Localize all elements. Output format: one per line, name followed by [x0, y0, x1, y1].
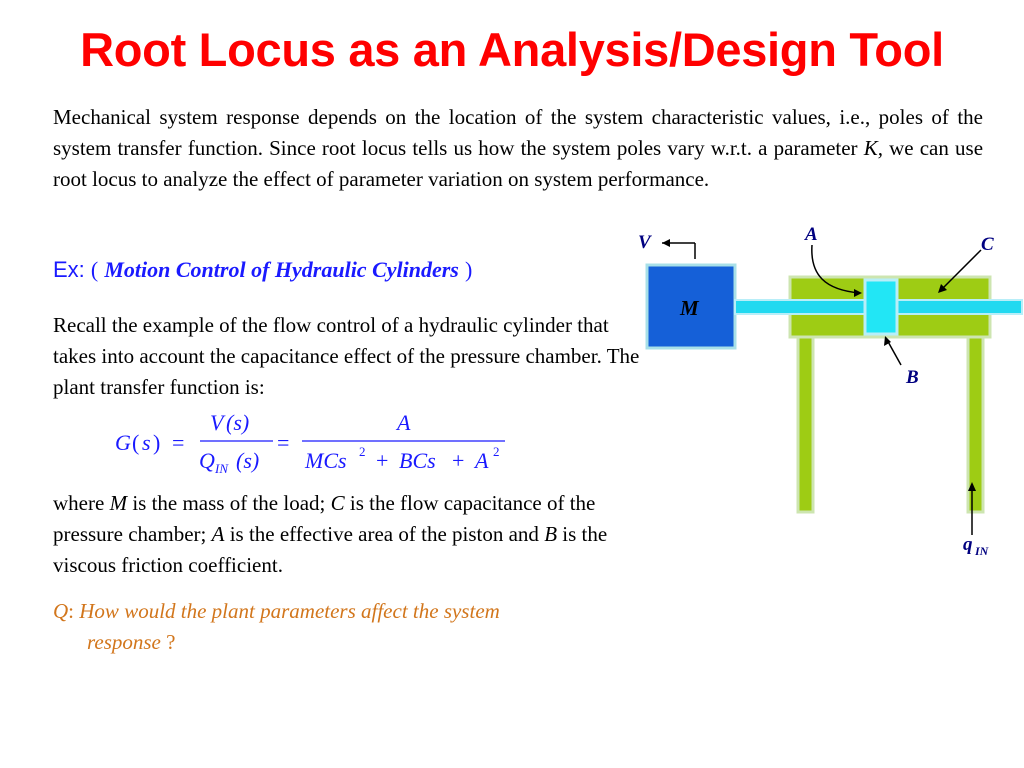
recall-paragraph: Recall the example of the flow control of a hydraulic cylinder that takes into account the capacitance effect of the pressure chamber. The plant transfer function is:	[53, 313, 640, 399]
eq-paren-close: )	[153, 430, 161, 455]
right-pipe	[968, 337, 983, 512]
where-var-a: A	[211, 522, 225, 546]
where-paragraph	[53, 488, 658, 581]
eq-num1-v: V	[210, 410, 224, 435]
transfer-function-equation	[115, 410, 515, 485]
where-var-b: B	[544, 522, 558, 546]
where-text-3: is the flow capacitance of the pressure chamber;	[53, 491, 596, 546]
eq-den2-plus-2: +	[452, 448, 465, 473]
question-colon: :	[68, 599, 75, 623]
where-text-1: where	[53, 491, 110, 515]
eq-den2-a: A	[475, 448, 489, 473]
label-v: V	[638, 232, 651, 253]
question-label: Q	[53, 599, 69, 623]
where-var-m: M	[109, 491, 128, 515]
eq-den1-arg: (s)	[236, 448, 260, 473]
eq-den2-plus-1: +	[376, 448, 389, 473]
eq-den2-sq-2: 2	[493, 444, 500, 459]
hydraulic-cylinder-diagram	[620, 220, 1024, 560]
velocity-arrow-head	[662, 239, 670, 247]
slide-title: Root Locus as an Analysis/Design Tool	[80, 23, 944, 76]
label-q: q	[963, 534, 973, 555]
where-text-2: is the mass of the load;	[127, 491, 331, 515]
example-prefix: Ex:	[53, 257, 91, 282]
label-b: B	[906, 367, 919, 388]
intro-text-2: we can use root locus to analyze the effect of parameter variation on system performance.	[53, 136, 984, 191]
where-text-4: is the effective area of the piston and	[224, 522, 545, 546]
question-line-1: How would the plant parameters affect the system	[74, 599, 500, 623]
left-pipe	[798, 337, 813, 512]
eq-g: G	[115, 430, 131, 455]
label-q-sub: IN	[975, 544, 989, 558]
eq-den2-mcs: MCs	[305, 448, 347, 473]
question-mark: ?	[160, 630, 176, 654]
eq-den2-bcs: BCs	[399, 448, 436, 473]
where-var-c: C	[330, 491, 345, 515]
intro-text-1: Mechanical system response depends on the location of the system characteristic values, i.e., poles of the system transfer function. Since root locus tells us how the system poles vary w.r.t. a parameter	[53, 105, 983, 160]
intro-param-k: K,	[863, 136, 883, 160]
label-m: M	[680, 296, 699, 320]
eq-equals-1: =	[172, 430, 185, 455]
intro-paragraph	[53, 102, 983, 195]
eq-s: s	[142, 430, 151, 455]
question-line-2	[53, 627, 653, 658]
eq-num2-a: A	[397, 410, 411, 435]
label-c: C	[981, 234, 994, 255]
where-text-5: is the viscous friction coefficient.	[53, 522, 608, 577]
eq-den1-q: Q	[199, 448, 215, 473]
label-a: A	[805, 224, 818, 245]
example-paren-close: )	[464, 257, 473, 282]
example-heading	[53, 257, 472, 283]
eq-num1-arg: (s)	[226, 410, 250, 435]
piston	[865, 280, 897, 334]
example-name: Motion Control of Hydraulic Cylinders	[104, 257, 459, 282]
eq-den1-sub: IN	[215, 461, 228, 476]
example-paren-open: (	[90, 257, 99, 282]
question-block	[53, 596, 653, 658]
eq-paren-open: (	[132, 430, 140, 455]
eq-den2-sq-1: 2	[359, 444, 366, 459]
question-response: response	[87, 630, 161, 654]
eq-equals-2: =	[277, 430, 290, 455]
